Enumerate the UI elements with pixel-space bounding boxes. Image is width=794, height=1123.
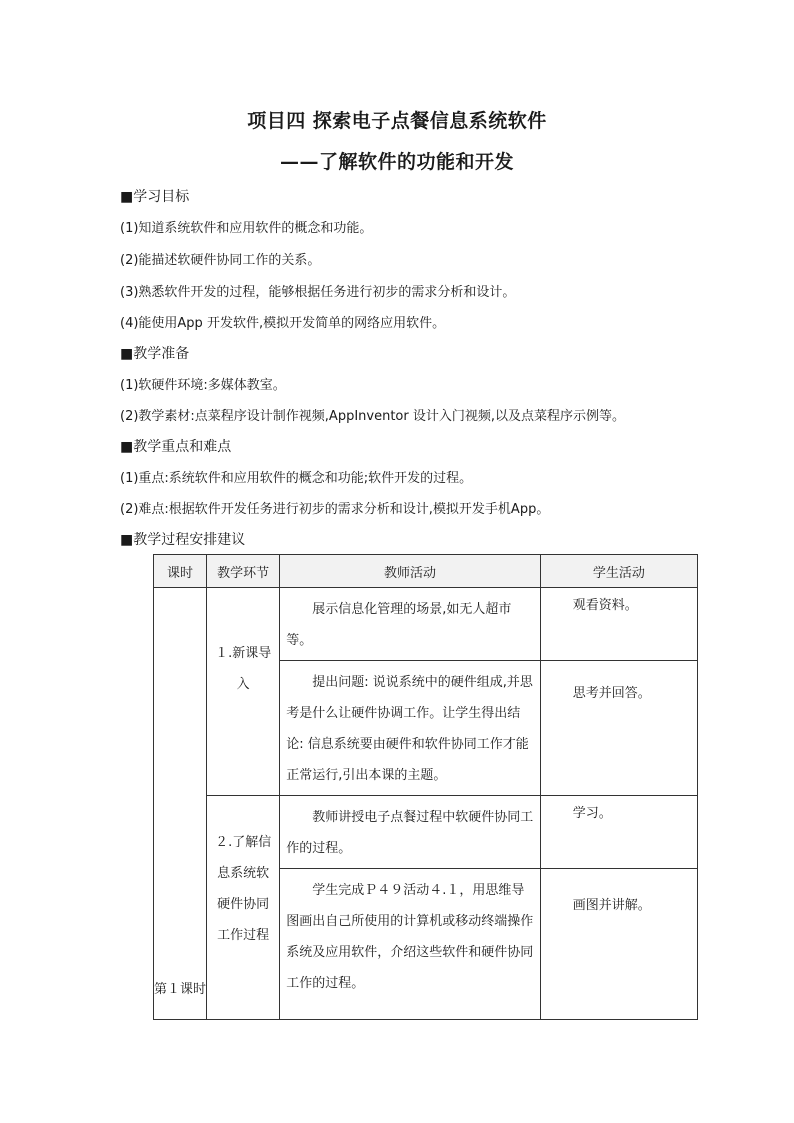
teacher-activity-text: 学生完成Ｐ４９活动４.１，用思维导图画出自己所使用的计算机或移动终端操作系统及应用软件，介绍这些软件和硬件协同工作的过程。 — [286, 883, 534, 991]
teacher-activity-text: 提出问题: 说说系统中的硬件组成,并思考是什么让硬件协调工作。让学生得出结论: 信息系统要由硬件和软件协同工作才能正常运行,引出本课的主题。 — [286, 675, 533, 783]
table-row — [154, 796, 698, 869]
student-activity-text: 观看资料。 — [572, 598, 638, 613]
section-heading-objectives: ■学习目标 — [120, 189, 190, 205]
header-period: 课时 — [154, 555, 207, 588]
student-activity-text: 思考并回答。 — [572, 686, 651, 701]
teacher-activity-cell — [280, 869, 540, 1020]
section-heading-preparation: ■教学准备 — [120, 346, 190, 362]
objective-item-2: (2)能描述软硬件协同工作的关系。 — [120, 253, 321, 268]
objective-item-4: (4)能使用App 开发软件,模拟开发简单的网络应用软件。 — [120, 316, 446, 331]
student-activity-cell — [540, 796, 697, 869]
teacher-activity-cell — [280, 588, 540, 661]
header-student-activity: 学生活动 — [540, 555, 697, 588]
preparation-item-2: (2)教学素材:点菜程序设计制作视频,AppInventor 设计入门视频,以及点菜程序示例等。 — [120, 409, 625, 424]
keypoint-item-2: (2)难点:根据软件开发任务进行初步的需求分析和设计,模拟开发手机App。 — [120, 502, 550, 517]
objective-item-3: (3)熟悉软件开发的过程，能够根据任务进行初步的需求分析和设计。 — [120, 285, 516, 300]
document-title: 项目四 探索电子点餐信息系统软件 — [247, 110, 547, 132]
teacher-activity-cell — [280, 661, 540, 796]
lesson-plan-table — [153, 554, 698, 1020]
teacher-activity-text: 展示信息化管理的场景,如无人超市等。 — [286, 602, 512, 648]
section-heading-keypoints: ■教学重点和难点 — [120, 439, 232, 455]
stage-cell-1 — [207, 588, 280, 796]
student-activity-cell — [540, 869, 697, 1020]
header-stage: 教学环节 — [207, 555, 280, 588]
stage-cell-2 — [207, 796, 280, 1020]
preparation-item-1: (1)软硬件环境:多媒体教室。 — [120, 378, 286, 393]
teacher-activity-cell — [280, 796, 540, 869]
student-activity-text: 画图并讲解。 — [572, 898, 651, 913]
document-subtitle: ——了解软件的功能和开发 — [279, 151, 514, 173]
student-activity-text: 学习。 — [572, 806, 612, 821]
header-teacher-activity: 教师活动 — [280, 555, 540, 588]
stage-label-2: ２.了解信息系统软硬件协同工作过程 — [215, 835, 272, 943]
objective-item-1: (1)知道系统软件和应用软件的概念和功能。 — [120, 221, 373, 236]
keypoint-item-1: (1)重点:系统软件和应用软件的概念和功能;软件开发的过程。 — [120, 471, 473, 486]
table-row — [154, 588, 698, 661]
period-label: 第１课时 — [154, 982, 207, 997]
stage-label-1: １.新课导入 — [215, 646, 272, 692]
student-activity-cell — [540, 661, 697, 796]
student-activity-cell — [540, 588, 697, 661]
teacher-activity-text: 教师讲授电子点餐过程中软硬件协同工作的过程。 — [286, 810, 534, 856]
table-header-row — [154, 555, 698, 588]
section-heading-process: ■教学过程安排建议 — [120, 532, 246, 548]
period-cell — [154, 588, 207, 1020]
